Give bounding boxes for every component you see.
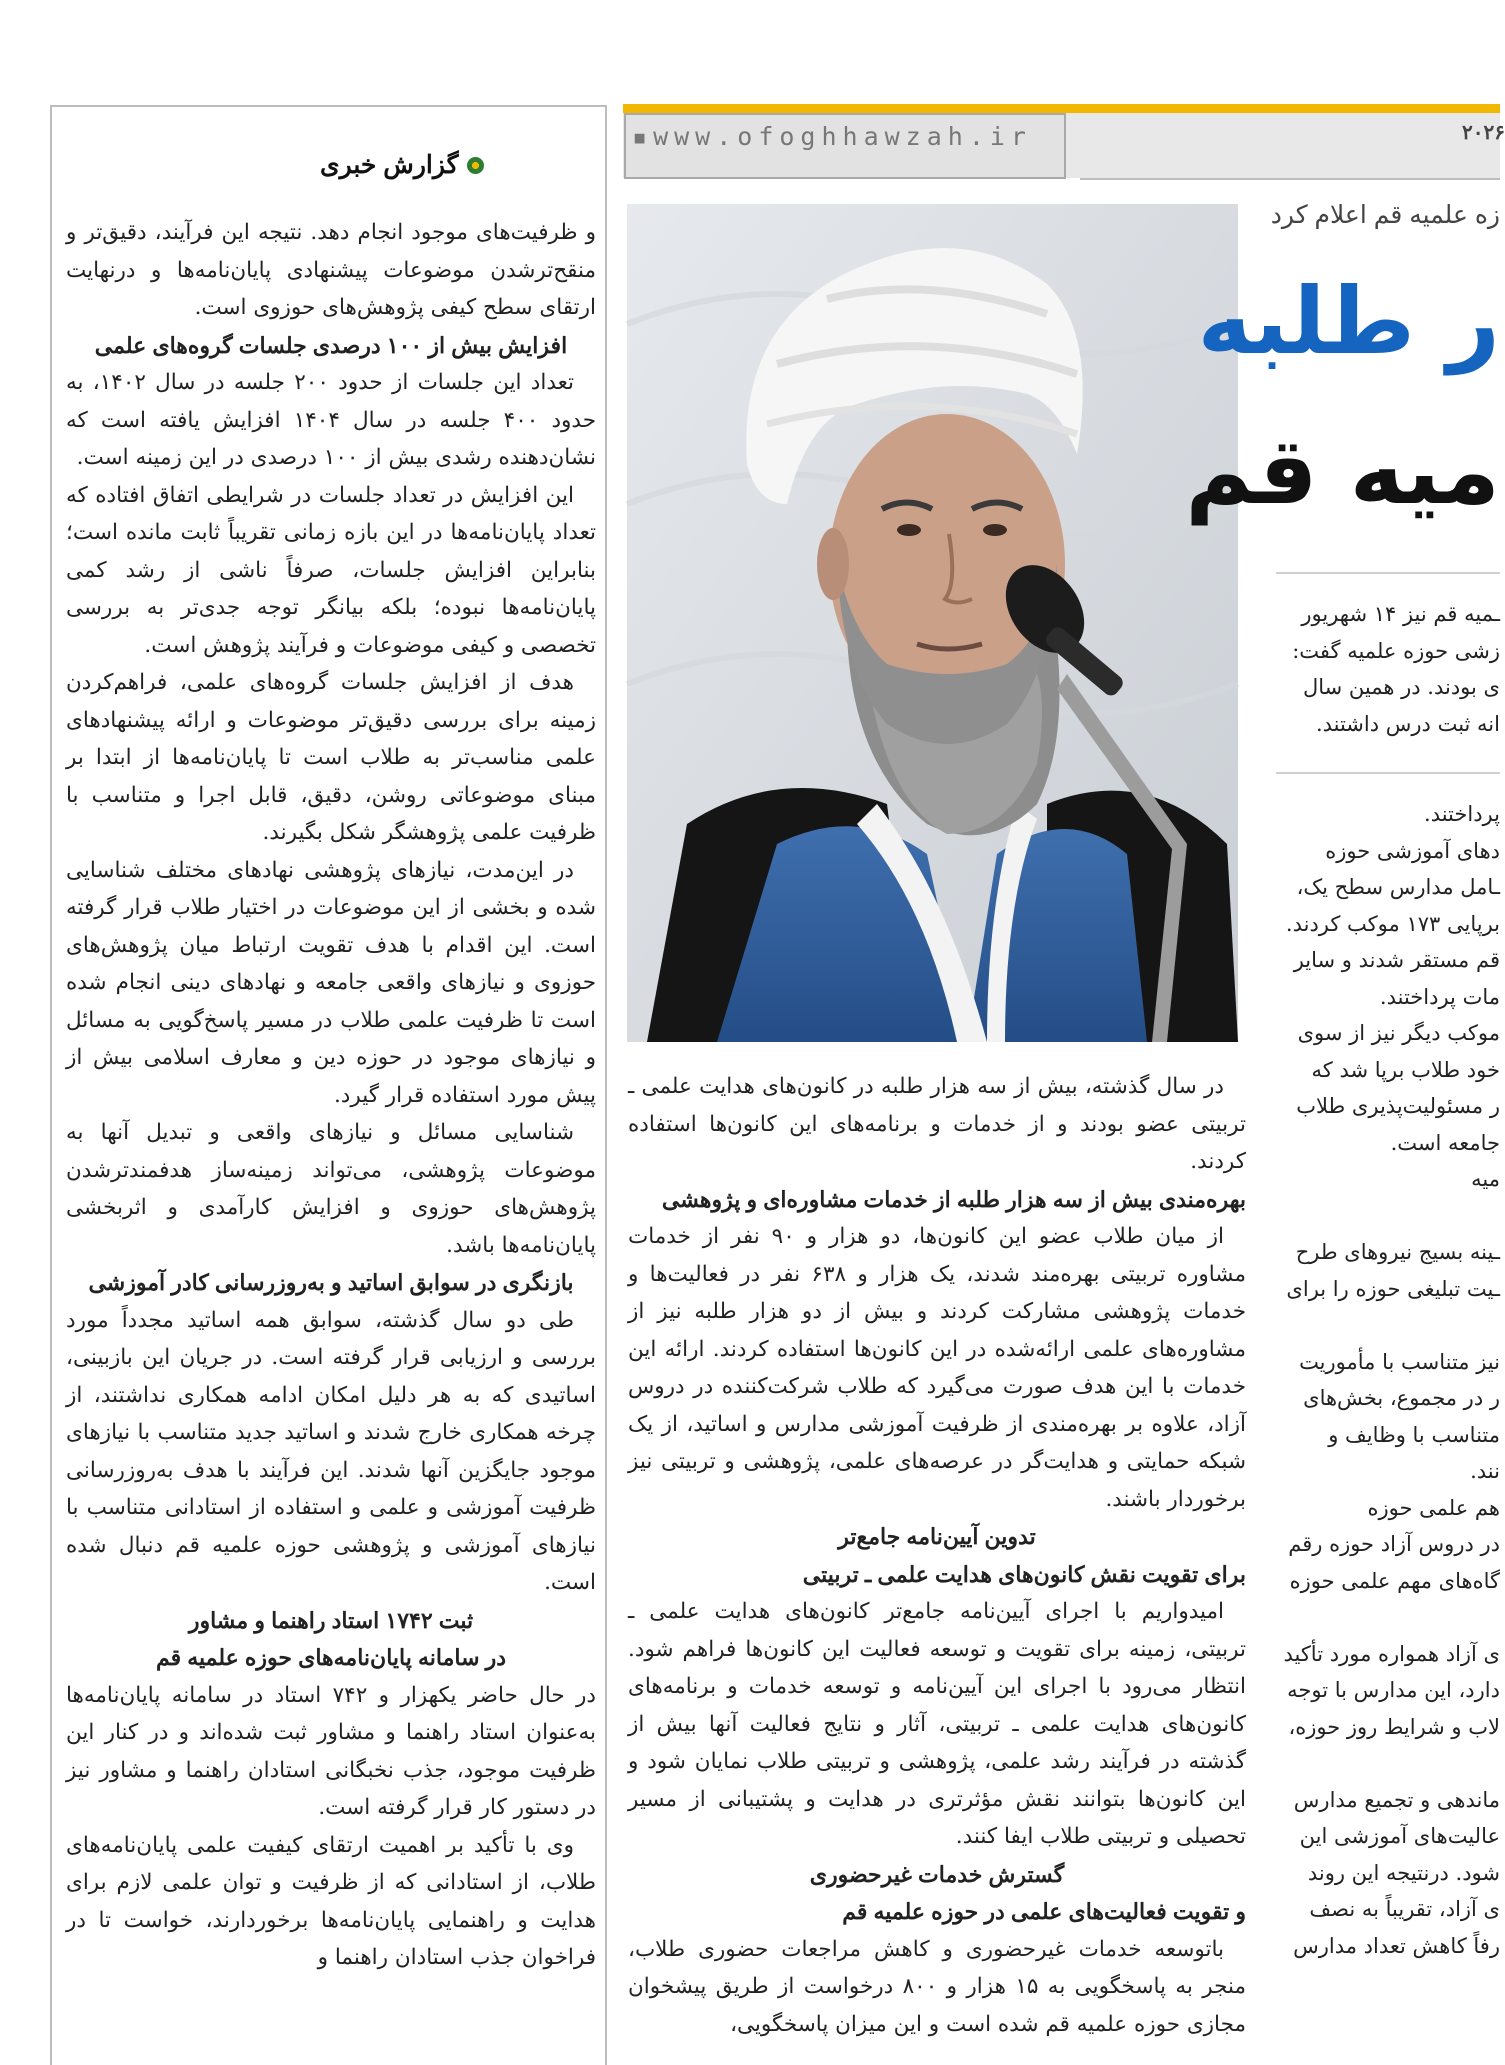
right-body xyxy=(1275,796,1500,2061)
subheading: افزایش بیش از ۱۰۰ درصدی جلسات گروه‌های علمی xyxy=(94,332,568,358)
paragraph: امیدواریم با اجرای آیین‌نامه جامع‌تر کانون‌های هدایت علمی ـ تربیتی، زمینه برای تقویت و توسعه فعالیت این کانون‌ها فراهم شود. انتظار می‌رود با اجرای این آیین‌نامه و توسعه خدمات و برنامه‌های کانون‌های هدایت علمی ـ تربیتی، آثار و نتایج فعالیت آنها بیش از گذشته در فرآیند رشد علمی، پژوهشی و تربیتی طلاب نمایان شود و این کانون‌ها بتوانند نقش مؤثرتری در هدایت و پشتیبانی از مسیر تحصیلی و تربیتی طلاب ایفا کنند. xyxy=(628,1599,1246,1849)
paragraph: از میان طلاب عضو این کانون‌ها، دو هزار و ۹۰ نفر از خدمات مشاوره تربیتی بهره‌مند شدند، یک هزار و ۶۳۸ نفر در فعالیت‌ها و خدمات پژوهشی مشارکت کردند و بیش از دو هزار طلبه نیز از مشاوره‌های علمی ارائه‌شده در این کانون‌ها استفاده کردند. ارائه این خدمات با این هدف صورت می‌گیرد که طلاب شرکت‌کننده در دروس آزاد، علاوه بر بهره‌مندی از ظرفیت آموزشی مدارس و اساتید، از یک شبکه حمایتی و هدایت‌گر در عرصه‌های علمی، پژوهشی و تربیتی نیز برخوردار باشند. xyxy=(628,1224,1247,1512)
subheading: گسترش خدمات غیرحضوری xyxy=(809,1861,1065,1887)
paragraph: باتوسعه خدمات غیرحضوری و کاهش مراجعات حضوری طلاب، منجر به پاسخگویی به ۱۵ هزار و ۸۰۰ درخواست از طریق پیشخوان مجازی حوزه علمیه قم شده است و این میزان پاسخگویی، xyxy=(628,1936,1246,2037)
headline-line-1: ر طلبه xyxy=(1197,268,1500,375)
text-line: قم مستقر شدند و سایر xyxy=(1293,948,1500,972)
lead-rule xyxy=(1276,772,1500,774)
text-line: ی آزاد همواره مورد تأکید xyxy=(1283,1641,1500,1666)
paragraph: تعداد این جلسات از حدود ۲۰۰ جلسه در سال ۱۴۰۲، به حدود ۴۰۰ جلسه در سال ۱۴۰۴ افزایش یافته است که نشان‌دهنده رشدی بیش از ۱۰۰ درصدی در این زمینه است. xyxy=(66,370,596,470)
headline-line-2: میه قم xyxy=(1185,418,1500,525)
header-rule xyxy=(1080,178,1500,180)
text-line: ی آزاد، تقریباً به نصف xyxy=(1309,1897,1500,1921)
text-line: لاب و شرایط روز حوزه، xyxy=(1288,1714,1500,1739)
text-line: نند. xyxy=(1470,1459,1500,1483)
text-line: دارد، این مدارس با توجه xyxy=(1287,1678,1500,1702)
cleric-photo xyxy=(627,204,1238,1042)
right-lead xyxy=(1275,596,1500,742)
text-line: هم علمی حوزه xyxy=(1367,1495,1500,1520)
accent-bar xyxy=(623,104,1500,113)
text-line xyxy=(1275,1198,1500,1235)
text-line: مات پرداختند. xyxy=(1379,984,1500,1009)
section-label xyxy=(320,150,510,180)
text-line: رفاً کاهش تعداد مدارس xyxy=(1293,1933,1500,1958)
text-line: برپایی ۱۷۳ موکب کردند. xyxy=(1285,911,1500,936)
text-line: ر در مجموع، بخش‌های xyxy=(1303,1386,1500,1410)
paragraph: و ظرفیت‌های موجود انجام دهد. نتیجه این فرآیند، دقیق‌تر و منقح‌ترشدن موضوعات پیشنهادی پایان‌نامه‌ها و درنهایت ارتقای سطح کیفی پژوهش‌های حوزوی است. xyxy=(66,220,596,320)
square-bullet-icon: ▪ xyxy=(632,122,654,151)
text-line: پرداختند. xyxy=(1424,802,1500,826)
subheading: ثبت ۱۷۴۲ استاد راهنما و مشاور xyxy=(188,1607,474,1633)
website-url[interactable]: ▪www.ofoghhawzah.ir xyxy=(632,122,1032,151)
left-column xyxy=(66,214,596,2061)
text-line: ـامل مدارس سطح یک، xyxy=(1296,875,1500,899)
paragraph: طی دو سال گذشته، سوابق همه اساتید مجدداً مورد بررسی و ارزیابی قرار گرفته است. در جریان این بازبینی، اساتیدی که به هر دلیل امکان ادامه همکاری نداشتند، از چرخه همکاری خارج شدند و اساتید جدید متناسب با نیازهای موجود جایگزین آنها شدند. این فرآیند با هدف به‌روزرسانی ظرفیت آموزشی و علمی و استفاده از استادانی متناسب با نیازهای آموزشی و پژوهشی حوزه علمیه قم دنبال شده است. xyxy=(66,1307,596,1595)
subheading: در سامانه پایان‌نامه‌های حوزه علمیه قم xyxy=(155,1645,507,1670)
subheading: و تقویت فعالیت‌های علمی در حوزه علمیه قم xyxy=(842,1899,1246,1924)
page-number: ۲۰۲۶ xyxy=(1462,122,1505,144)
subheading: بهره‌مندی بیش از سه هزار طلبه از خدمات مشاوره‌ای و پژوهشی xyxy=(661,1186,1246,1212)
text-line: دهای آموزشی حوزه xyxy=(1325,838,1500,863)
headline-kicker: زه علمیه قم اعلام کرد xyxy=(1270,201,1500,229)
text-line: متناسب با وظایف و xyxy=(1328,1422,1500,1447)
portrait-illustration xyxy=(627,204,1238,1042)
text-line: ماندهی و تجمیع مدارس xyxy=(1293,1787,1500,1812)
subheading: بازنگری در سوابق اساتید و به‌روزرسانی کادر آموزشی xyxy=(88,1270,574,1295)
text-line: موکب دیگر نیز از سوی xyxy=(1297,1021,1500,1045)
text-line: ـینه بسیج نیروهای طرح xyxy=(1295,1240,1500,1264)
text-line: زشی حوزه علمیه گفت: xyxy=(1292,638,1500,663)
text-line: ـمیه قم نیز ۱۴ شهریور xyxy=(1301,602,1500,626)
paragraph: شناسایی مسائل و نیازهای واقعی و تبدیل آنها به موضوعات پژوهشی، می‌تواند زمینه‌ساز هدفمندترشدن پژوهش‌های حوزوی و افزایش کارآمدی و اثربخشی پایان‌نامه‌ها باشد. xyxy=(66,1120,596,1258)
text-line: انه ثبت درس داشتند. xyxy=(1315,711,1500,736)
text-line: گاه‌های مهم علمی حوزه xyxy=(1289,1568,1500,1593)
paragraph: در حال حاضر یکهزار و ۷۴۲ استاد در سامانه پایان‌نامه‌ها به‌عنوان استاد راهنما و مشاور ثبت شده‌اند و در کنار این ظرفیت موجود، جذب نخبگانی استادان راهنما و مشاور نیز در دستور کار قرار گرفته است. xyxy=(66,1682,596,1820)
text-line: میه xyxy=(1471,1167,1500,1191)
text-line: ی بودند. در همین سال xyxy=(1302,675,1500,699)
bullet-icon xyxy=(467,157,484,174)
text-line: عالیت‌های آموزشی این xyxy=(1299,1824,1500,1848)
subheading: تدوین آیین‌نامه جامع‌تر xyxy=(838,1524,1036,1549)
paragraph: هدف از افزایش جلسات گروه‌های علمی، فراهم‌کردن زمینه برای بررسی دقیق‌تر موضوعات و ارائه پیشنهادهای علمی مناسب‌تر به طلاب است تا پایان‌نامه‌ها از ابتدا بر مبنای موضوعاتی روشن، دقیق، قابل اجرا و متناسب با ظرفیت علمی پژوهشگر شکل بگیرند. xyxy=(66,670,596,845)
text-line xyxy=(1275,1745,1500,1782)
paragraph: در سال گذشته، بیش از سه هزار طلبه در کانون‌های هدایت علمی ـ تربیتی عضو بودند و از خدمات و برنامه‌های این کانون‌ها استفاده کردند. xyxy=(628,1074,1246,1174)
text-line: ـیت تبلیغی حوزه را برای xyxy=(1286,1276,1500,1301)
text-line: ر مسئولیت‌پذیری طلاب xyxy=(1296,1094,1500,1118)
text-line xyxy=(1275,1599,1500,1636)
text-line xyxy=(1275,1307,1500,1344)
paragraph: وی با تأکید بر اهمیت ارتقای کیفیت علمی پایان‌نامه‌های طلاب، از استادانی که از ظرفیت و توان علمی لازم برای هدایت و راهنمایی پایان‌نامه‌ها برخوردارند، خواست تا در فراخوان جذب استادان راهنما و xyxy=(66,1832,596,1970)
subheading: برای تقویت نقش کانون‌های هدایت علمی ـ تربیتی xyxy=(802,1561,1246,1587)
text-line: جامعه است. xyxy=(1390,1130,1500,1155)
middle-column xyxy=(628,1068,1246,2061)
headline-rule xyxy=(1276,572,1500,574)
text-line: شود. درنتیجه این روند xyxy=(1307,1860,1500,1885)
paragraph: این افزایش در تعداد جلسات در شرایطی اتفاق افتاده که تعداد پایان‌نامه‌ها در این بازه زمانی تقریباً ثابت مانده است؛ بنابراین افزایش جلسات، صرفاً ناشی از رشد کمی پایان‌نامه‌ها نبوده؛ بلکه بیانگر توجه جدی‌تر به بررسی تخصصی و کیفی موضوعات و فرآیند پژوهش است. xyxy=(66,482,596,658)
section-label-text: گزارش خبری xyxy=(320,151,459,179)
text-line: نیز متناسب با مأموریت xyxy=(1299,1349,1500,1374)
text-line: خود طلاب برپا شد که xyxy=(1311,1057,1500,1082)
paragraph: در این‌مدت، نیازهای پژوهشی نهادهای مختلف شناسایی شده و بخشی از این موضوعات در اختیار طلاب قرار گرفته است. این اقدام با هدف تقویت ارتباط میان پژوهش‌های حوزوی و نیازهای واقعی جامعه و نهادهای دینی انجام شده است تا ظرفیت علمی طلاب در مسیر پاسخ‌گویی به مسائل و نیازهای موجود در حوزه دین و معارف اسلامی بیش از پیش مورد استفاده قرار گیرد. xyxy=(66,857,596,1108)
text-line: در دروس آزاد حوزه رقم xyxy=(1288,1532,1500,1556)
